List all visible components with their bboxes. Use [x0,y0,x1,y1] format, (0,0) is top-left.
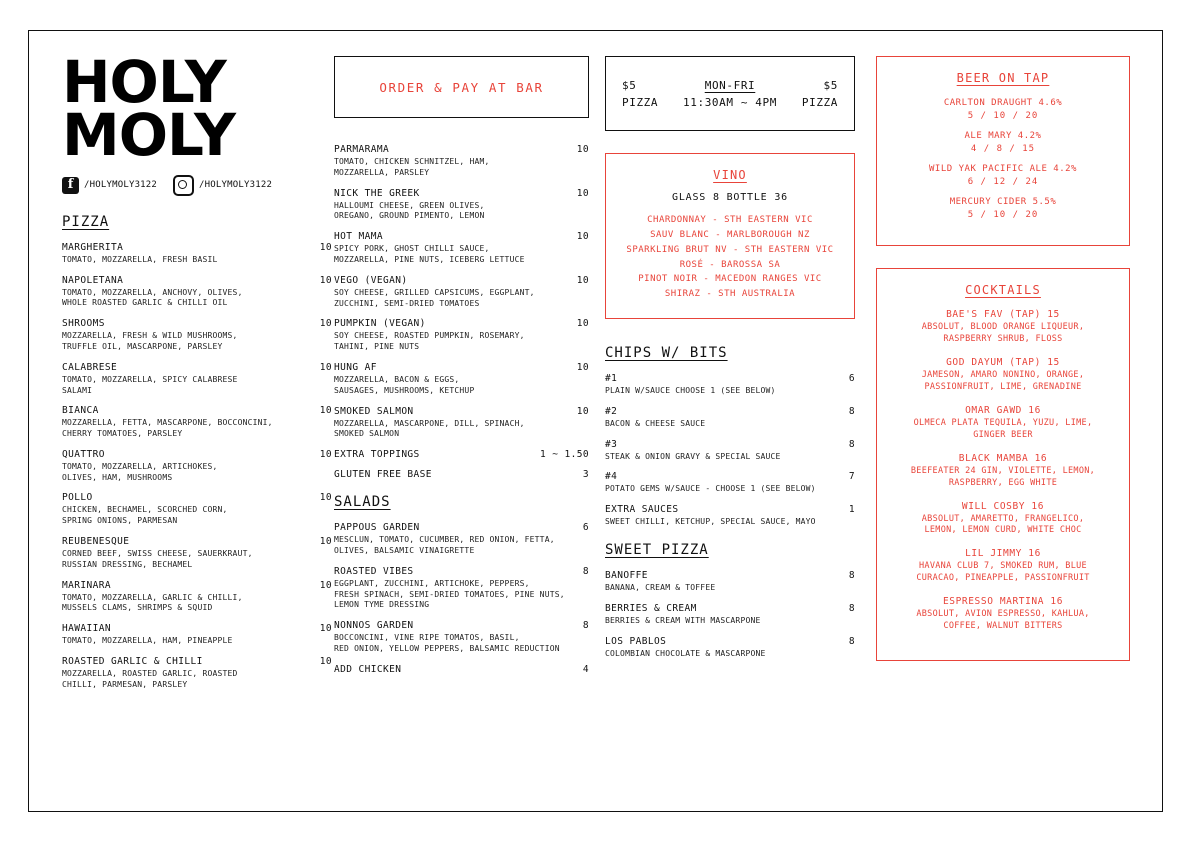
menu-item [62,656,332,691]
lunch-deal-box [605,56,855,131]
menu-item [334,231,589,266]
menu-item-price: 3 [582,469,589,481]
pizza-item-list [62,242,332,691]
menu-item [334,406,589,441]
menu-item [605,471,855,495]
menu-item-description: CHICKEN, BECHAMEL, SCORCHED CORN, SPRING ONIONS, PARMESAN [62,505,228,526]
menu-item-description: HALLOUMI CHEESE, GREEN OLIVES, OREGANO, GROUND PIMENTO, LEMON [334,200,485,221]
cocktail-name: BAE'S FAV (TAP) 15 [946,309,1060,321]
menu-item [62,318,332,353]
menu-item-line [605,373,855,384]
menu-item-description: TOMATO, MOZZARELLA, ANCHOVY, OLIVES, WHOLE ROASTED GARLIC & CHILLI OIL [62,287,243,308]
facebook-handle: /HOLYMOLY3122 [84,180,158,191]
lunch-deal-top-row [622,79,838,92]
menu-item-line [605,636,855,647]
beer-item [887,196,1119,222]
menu-item-line [334,469,589,480]
vino-item: SAUV BLANC - MARLBOROUGH NZ [650,229,810,240]
menu-item-line [62,656,332,667]
vino-item: PINOT NOIR - MACEDON RANGES VIC [638,274,822,285]
vino-title: VINO [713,168,747,182]
menu-item-line [334,231,589,242]
vino-list [616,213,844,302]
menu-item-name: GLUTEN FREE BASE [334,469,432,481]
menu-item-line [62,318,332,329]
column-deal-vino-chips [605,56,855,668]
deal-right-label: PIZZA [801,95,838,109]
vino-box [605,153,855,319]
salads-item-list [334,522,589,675]
menu-item-name: LOS PABLOS [605,635,667,647]
menu-item-name: ROASTED VIBES [334,565,414,577]
menu-item-line [334,362,589,373]
beer-item-list [887,97,1119,222]
menu-item-price: 8 [848,405,855,417]
menu-item-description: SOY CHEESE, ROASTED PUMPKIN, ROSEMARY, TAHINI, PINE NUTS [334,331,525,352]
menu-item [605,439,855,463]
menu-item-price: 10 [319,656,332,668]
menu-item-price: 10 [319,274,332,286]
menu-item-description: MOZZARELLA, BACON & EGGS, SAUSAGES, MUSHROOMS, KETCHUP [334,374,475,395]
beer-name: MERCURY CIDER 5.5% [949,197,1057,208]
menu-item-description: MOZZARELLA, FETTA, MASCARPONE, BOCCONCINI, CHERRY TOMATOES, PARSLEY [62,418,273,439]
menu-item-price: 10 [576,361,589,373]
menu-item-price: 10 [576,274,589,286]
menu-item-line [334,522,589,533]
menu-item-line [334,620,589,631]
vino-subtitle: GLASS 8 BOTTLE 36 [672,192,788,203]
menu-item-price: 10 [319,241,332,253]
menu-item-description: MOZZARELLA, ROASTED GARLIC, ROASTED CHILLI, PARMESAN, PARSLEY [62,669,238,689]
cocktail-description: ABSOLUT, AVION ESPRESSO, KAHLUA, COFFEE, WALNUT BITTERS [916,609,1090,631]
menu-item-name: CALABRESE [62,361,118,373]
brand-logo [62,48,332,170]
menu-item [334,449,589,460]
menu-item-price: 10 [319,623,332,635]
cocktail-item [889,357,1117,394]
menu-item [62,275,332,310]
beer-name: WILD YAK PACIFIC ALE 4.2% [929,164,1077,175]
section-heading-pizza: PIZZA [62,213,110,230]
cocktail-name: LIL JIMMY 16 [965,548,1041,560]
pizza-extras-list [334,449,589,480]
menu-item-line [62,623,332,634]
menu-item-name: #1 [605,373,618,385]
menu-item-name: HUNG AF [334,361,377,373]
vino-item: ROSÉ - BAROSSA SA [679,259,781,270]
menu-item-name: SMOKED SALMON [334,405,414,417]
menu-item-description: TOMATO, MOZZARELLA, ARTICHOKES, OLIVES, HAM, MUSHROOMS [62,461,218,482]
menu-item-line [62,580,332,591]
menu-item-description: MOZZARELLA, MASCARPONE, DILL, SPINACH, SMOKED SALMON [334,418,525,439]
menu-item-name: PAPPOUS GARDEN [334,522,420,534]
cocktails-box [876,268,1130,660]
menu-item-price: 8 [848,602,855,614]
menu-item [62,405,332,440]
menu-item-price: 10 [576,144,589,155]
column-beer-cocktails [876,56,1130,661]
menu-item-name: QUATTRO [62,448,105,460]
menu-item-price: 1 [848,504,855,516]
cocktail-name: GOD DAYUM (TAP) 15 [946,357,1060,369]
menu-item-line [334,144,589,155]
brand-line-1: HOLY [62,48,226,116]
deal-left-price: $5 [622,78,637,92]
menu-item-price: 10 [319,361,332,373]
menu-item-name: NICK THE GREEK [334,187,420,199]
menu-item [334,188,589,223]
menu-item [62,623,332,647]
menu-item-line [334,566,589,577]
deal-right-price: $5 [823,78,838,92]
menu-item [334,522,589,557]
instagram-handle: /HOLYMOLY3122 [199,180,273,191]
instagram-link[interactable] [173,175,272,196]
beer-prices: 6 / 12 / 24 [967,176,1039,187]
cocktail-item [889,548,1117,585]
menu-item-description: TOMATO, MOZZARELLA, GARLIC & CHILLI, MUSSELS CLAMS, SHRIMPS & SQUID [62,592,243,613]
menu-item-line [605,406,855,417]
menu-item-name: BIANCA [62,405,99,417]
cocktail-name: BLACK MAMBA 16 [958,452,1048,464]
menu-item-description: SWEET CHILLI, KETCHUP, SPECIAL SAUCE, MAYO [605,517,816,527]
menu-item-price: 10 [319,448,332,460]
menu-item-price: 4 [582,663,589,675]
menu-item-name: ROASTED GARLIC & CHILLI [62,656,203,668]
menu-item-description: TOMATO, MOZZARELLA, SPICY CALABRESE SALAMI [62,374,238,395]
menu-item-line [62,492,332,503]
menu-item-line [334,664,589,675]
menu-item-description: BOCCONCINI, VINE RIPE TOMATOS, BASIL, RED ONION, YELLOW PEPPERS, BALSAMIC REDUCTION [334,633,560,653]
column-brand-pizza [62,48,332,700]
menu-item-line [62,536,332,547]
menu-item-line [334,406,589,417]
menu-item-line [62,275,332,286]
menu-item-line [334,275,589,286]
menu-item [334,469,589,480]
column-pizza-2-salads [334,56,589,684]
menu-item-description: TOMATO, CHICKEN SCHNITZEL, HAM, MOZZARELLA, PARSLEY [334,157,490,177]
menu-item [62,362,332,397]
menu-item-description: SOY CHEESE, GRILLED CAPSICUMS, EGGPLANT, ZUCCHINI, SEMI-DRIED TOMATOES [334,287,535,308]
brand-line-2: MOLY [62,101,235,170]
vino-item: CHARDONNAY - STH EASTERN VIC [647,215,813,225]
beer-prices: 5 / 10 / 20 [967,110,1039,121]
cocktail-name: ESPRESSO MARTINA 16 [942,596,1064,608]
vino-item: SPARKLING BRUT NV - STH EASTERN VIC [626,244,834,255]
deal-left-label: PIZZA [622,95,659,109]
menu-item [62,536,332,571]
menu-item-name: BANOFFE [605,570,648,582]
menu-item-name: MARINARA [62,579,111,591]
menu-item-line [605,471,855,482]
menu-item-description: MESCLUN, TOMATO, CUCUMBER, RED ONION, FETTA, OLIVES, BALSAMIC VINAIGRETTE [334,535,555,555]
menu-item-name: NONNOS GARDEN [334,620,414,632]
menu-item [605,373,855,397]
lunch-deal-bottom-row [622,96,838,109]
menu-item-description: COLOMBIAN CHOCOLATE & MASCARPONE [605,648,766,658]
menu-item [334,275,589,310]
menu-item-description: EGGPLANT, ZUCCHINI, ARTICHOKE, PEPPERS, FRESH SPINACH, SEMI-DRIED TOMATOES, PINE NUTS, LEMON TYME DRESSING [334,578,565,610]
menu-item-line [334,188,589,199]
menu-item-name: EXTRA TOPPINGS [334,449,420,461]
beer-item [887,130,1119,156]
order-at-bar-label: ORDER & PAY AT BAR [379,79,544,95]
menu-item-price: 7 [848,471,855,483]
beer-prices: 4 / 8 / 15 [970,143,1036,154]
cocktail-item [889,309,1117,346]
menu-item-name: BERRIES & CREAM [605,602,697,614]
menu-item-price: 8 [582,565,589,577]
deal-hours: 11:30AM ~ 4PM [683,95,777,109]
cocktails-title: COCKTAILS [965,283,1041,298]
menu-item-description: BANANA, CREAM & TOFFEE [605,583,716,593]
menu-item [334,144,589,179]
cocktail-description: OLMECA PLATA TEQUILA, YUZU, LIME, GINGER BEER [913,417,1093,440]
menu-item-name: #2 [605,405,618,417]
menu-item-line [62,242,332,253]
menu-item-line [62,362,332,373]
deal-days: MON-FRI [704,78,756,92]
menu-item-price: 8 [582,620,589,632]
menu-item [605,504,855,528]
cocktail-item [889,501,1117,538]
menu-item-line [605,603,855,614]
menu-item-name: VEGO (VEGAN) [334,274,408,286]
menu-item [62,492,332,527]
menu-item-price: 10 [576,231,589,243]
menu-item-name: #3 [605,438,618,450]
menu-item [605,603,855,627]
beer-on-tap-box [876,56,1130,246]
beer-prices: 5 / 10 / 20 [967,209,1039,220]
social-links [62,175,332,196]
menu-item-description: PLAIN W/SAUCE CHOOSE 1 (SEE BELOW) [605,386,776,396]
menu-item-price: 10 [576,187,589,199]
menu-item [62,449,332,484]
menu-item-name: HAWAIIAN [62,623,111,635]
menu-item-name: NAPOLETANA [62,274,124,286]
menu-item-name: #4 [605,471,618,483]
menu-item-line [605,504,855,515]
menu-item-name: PUMPKIN (VEGAN) [334,318,426,330]
menu-item-line [334,318,589,329]
menu-item [62,580,332,615]
menu-item-name: SHROOMS [62,318,105,330]
menu-item-description: TOMATO, MOZZARELLA, HAM, PINEAPPLE [62,636,233,646]
menu-item-name: REUBENESQUE [62,536,130,548]
beer-item [887,163,1119,189]
menu-item-description: BACON & CHEESE SAUCE [605,418,706,428]
menu-item-description: STEAK & ONION GRAVY & SPECIAL SAUCE [605,451,781,461]
menu-item-line [62,405,332,416]
menu-item-description: POTATO GEMS W/SAUCE - CHOOSE 1 (SEE BELOW) [605,484,816,494]
menu-item [605,636,855,660]
menu-item-price: 8 [848,570,855,582]
cocktail-description: JAMESON, AMARO NONINO, ORANGE, PASSIONFRUIT, LIME, GRENADINE [921,370,1085,393]
menu-item [334,664,589,675]
menu-item-line [605,439,855,450]
menu-item-description: SPICY PORK, GHOST CHILLI SAUCE, MOZZARELLA, PINE NUTS, ICEBERG LETTUCE [334,244,525,264]
beer-name: ALE MARY 4.2% [964,131,1042,142]
menu-item-price: 10 [319,492,332,504]
cocktail-name: WILL COSBY 16 [961,500,1045,512]
menu-item-name: HOT MAMA [334,231,383,243]
menu-item [334,318,589,353]
pizza-item-list-2 [334,144,589,440]
menu-item [62,242,332,266]
menu-item-name: POLLO [62,492,93,504]
menu-item-price: 10 [319,318,332,330]
menu-item [334,362,589,397]
menu-item-price: 1 ~ 1.50 [540,449,589,461]
menu-item [605,570,855,594]
beer-item [887,97,1119,123]
menu-item [605,406,855,430]
cocktail-item [889,596,1117,633]
facebook-icon [62,177,79,194]
menu-item-price: 8 [848,438,855,450]
section-heading-sweet-pizza: SWEET PIZZA [605,542,709,559]
chips-item-list [605,373,855,528]
menu-item-price: 10 [319,536,332,548]
cocktail-description: HAVANA CLUB 7, SMOKED RUM, BLUE CURACAO, PINEAPPLE, PASSIONFRUIT [916,561,1090,584]
menu-item-price: 8 [848,635,855,647]
menu-item [334,566,589,611]
cocktail-description: BEEFEATER 24 GIN, VIOLETTE, LEMON, RASPBERRY, EGG WHITE [910,465,1096,488]
menu-item-description: BERRIES & CREAM WITH MASCARPONE [605,615,761,625]
menu-item-description: TOMATO, MOZZARELLA, FRESH BASIL [62,254,218,264]
cocktail-item [889,405,1117,442]
beer-on-tap-title: BEER ON TAP [956,71,1050,85]
menu-item-price: 10 [576,405,589,417]
beer-name: CARLTON DRAUGHT 4.6% [943,98,1063,108]
menu-item-name: ADD CHICKEN [334,663,402,675]
menu-item-price: 10 [576,318,589,330]
cocktail-item [889,453,1117,490]
cocktail-name: OMAR GAWD 16 [965,404,1041,416]
menu-item-name: PARMARAMA [334,144,390,155]
facebook-link[interactable] [62,177,157,194]
menu-item-price: 6 [582,522,589,534]
menu-item-price: 10 [319,579,332,591]
menu-item-price: 10 [319,405,332,417]
menu-item-description: MOZZARELLA, FRESH & WILD MUSHROOMS, TRUFFLE OIL, MASCARPONE, PARSLEY [62,331,238,351]
menu-item-name: MARGHERITA [62,241,124,253]
menu-item-name: EXTRA SAUCES [605,504,679,516]
menu-item [334,620,589,655]
cocktail-description: ABSOLUT, AMARETTO, FRANGELICO, LEMON, LEMON CURD, WHITE CHOC [921,513,1085,536]
section-heading-chips: CHIPS W/ BITS [605,345,728,362]
sweet-pizza-item-list [605,570,855,659]
menu-item-price: 6 [848,373,855,385]
section-heading-salads: SALADS [334,494,391,511]
menu-item-line [605,570,855,581]
menu-item-line [62,449,332,460]
order-at-bar-box [334,56,589,118]
menu-item-description: CORNED BEEF, SWISS CHEESE, SAUERKRAUT, RUSSIAN DRESSING, BECHAMEL [62,549,253,569]
menu-item-line [334,449,589,460]
cocktail-item-list [889,309,1117,632]
vino-item: SHIRAZ - STH AUSTRALIA [664,289,796,300]
cocktail-description: ABSOLUT, BLOOD ORANGE LIQUEUR, RASPBERRY SHRUB, FLOSS [921,322,1085,345]
instagram-icon [173,175,194,196]
